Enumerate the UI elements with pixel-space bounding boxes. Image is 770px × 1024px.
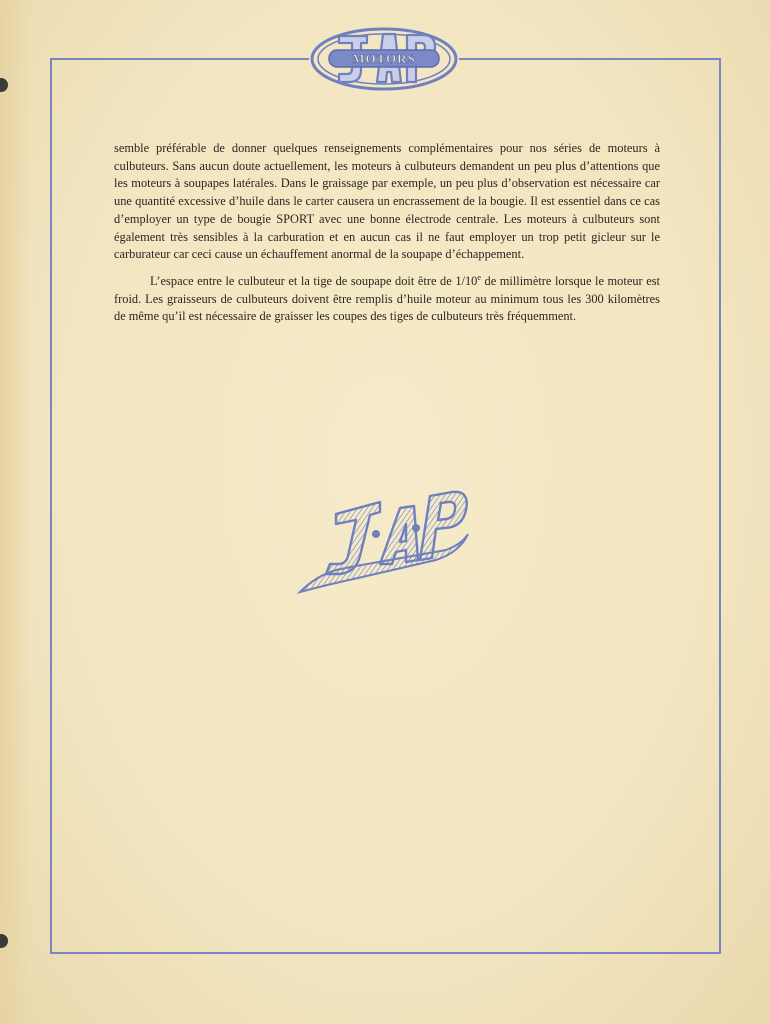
jap-motors-emblem-icon xyxy=(309,26,459,92)
header-logo-text: MOTORS xyxy=(352,51,416,66)
paragraph-1: semble préférable de donner quelques renseignements complémentaires pour nos séries de moteurs à culbuteurs. Sans aucun doute actuellement, les moteurs à culbuteurs demandent un peu plus d’attentions que les moteurs à soupapes latérales. Dans le graissage par exemple, un peu plus d’observation est nécessaire car une quantité excessive d’huile dans le carter causera un encrassement de la bougie. Il est essentiel dans ce cas d’employer un type de bougie SPORT avec une bonne électrode centrale. Les moteurs à culbuteurs sont également très sensibles à la carburation et en aucun cas il ne faut employer un trop petit gicleur sur le carburateur car ceci cause un échauffement anormal de la soupape d’échappement. xyxy=(114,141,660,262)
jap-motors-header-logo xyxy=(309,26,459,92)
paragraph-2 xyxy=(114,269,660,326)
paragraph-2-end: de millimètre lorsque le moteur est froid. Les graisseurs de culbuteurs doivent être remplis d’huile moteur au minimum tous les 300 kilomètres de même qu’il est nécessaire de graisser les coupes des tiges de culbuteurs très fréquemment. xyxy=(114,274,660,324)
paragraph-2-start: L’espace entre le culbuteur et la tige de soupape doit être de 1/10 xyxy=(150,274,478,289)
body-text xyxy=(114,140,660,326)
binding-shadow xyxy=(0,0,30,1024)
jap-center-logo xyxy=(296,484,472,599)
jap-script-logo-icon xyxy=(296,484,472,599)
paragraph-2-superscript: e xyxy=(477,272,481,282)
